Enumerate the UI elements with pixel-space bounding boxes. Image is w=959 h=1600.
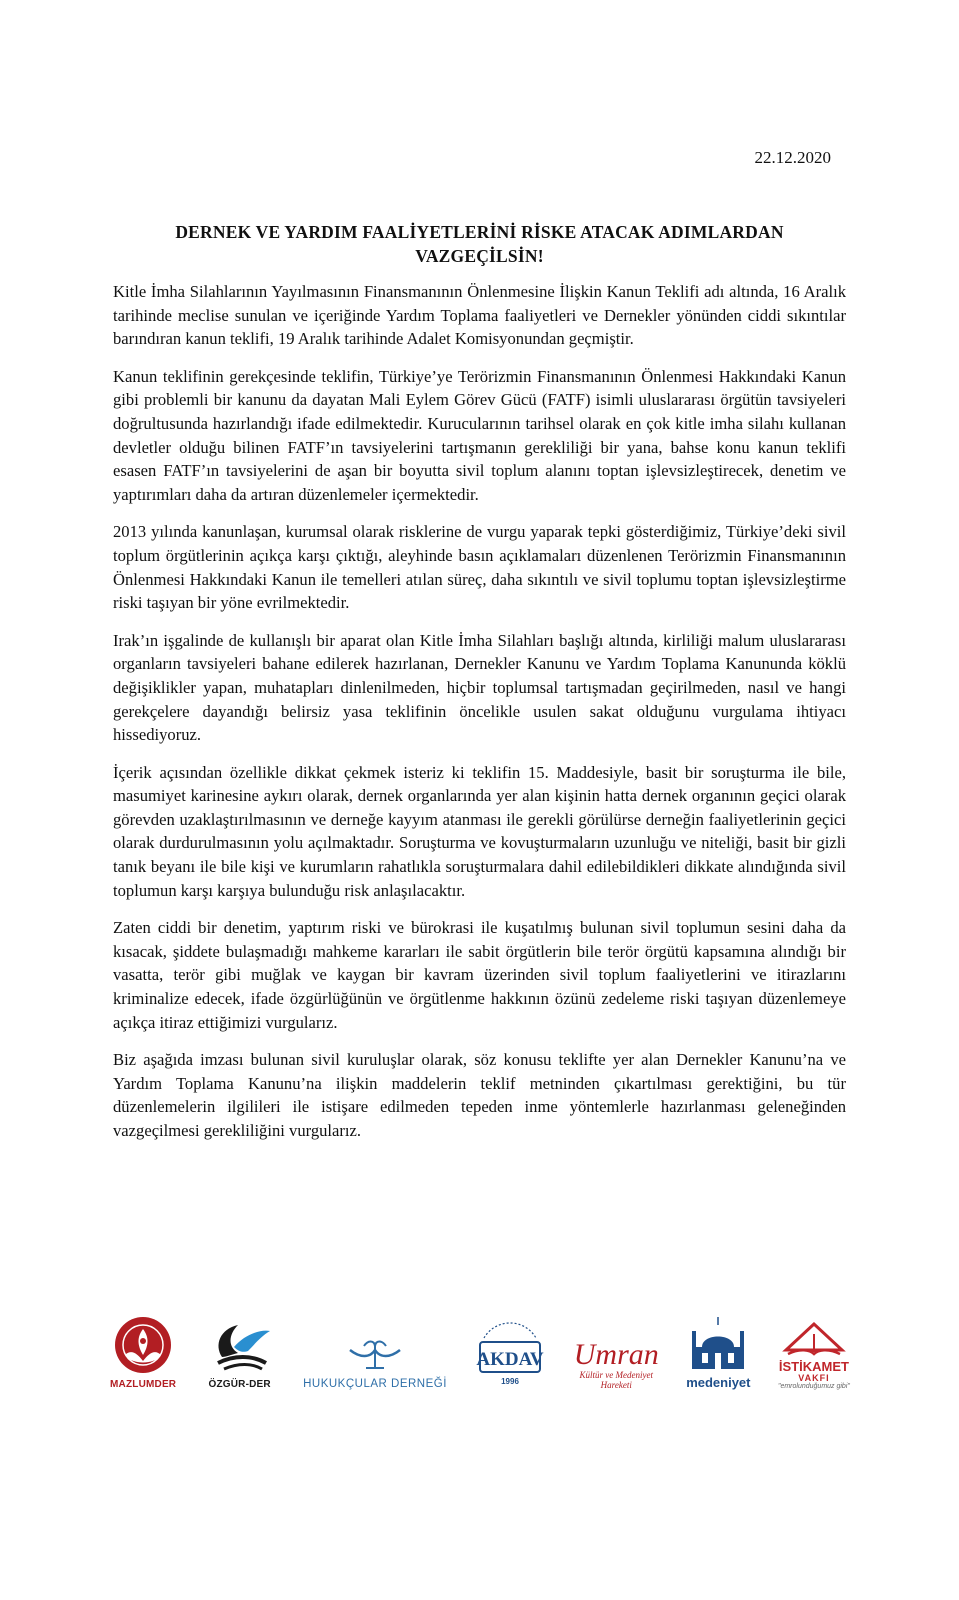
paragraph: Kitle İmha Silahlarının Yayılmasının Finansmanının Önlenmesine İlişkin Kanun Teklifi adı altında, 16 Aralık tarihinde meclise sunulan ve içeriğinde Yardım Toplama faaliyetleri ve Dernekler yönünden ciddi sıkıntılar barındıran kanun teklifi, 19 Aralık tarihinde Adalet Komisyonundan geçmiştir. (113, 282, 846, 349)
mazlumder-logo (110, 1300, 176, 1390)
paragraph: Biz aşağıda imzası bulunan sivil kuruluşlar olarak, söz konusu teklifte yer alan Dernekler Kanunu’na ve Yardım Toplama Kanunu’na ilişkin maddelerin teklif metninden çıkartılması gerektiğini, bu tür düzenlemelerin ilgilileri ile istişare edilmeden tepeden inme yöntemlerle hazırlanması geleneğinden vazgeçilmesi gerekliliğini vurgularız. (113, 1050, 846, 1140)
mazlumder-emblem-icon (111, 1315, 175, 1377)
scales-icon (330, 1336, 420, 1376)
umran-subtitle-1: Kültür ve Medeniyet (579, 1370, 653, 1380)
istikamet-logo (778, 1300, 850, 1390)
istikamet-slogan: "emrolunduğumuz gibi" (777, 1383, 850, 1390)
hukukcular-label: HUKUKÇULAR DERNEĞİ (303, 1378, 447, 1390)
paragraph: İçerik açısından özellikle dikkat çekmek isteriz ki teklifin 15. Maddesiyle, basit bir soruşturma ile bile, masumiyet karinesine aykırı olarak, dernek organlarında yer alan kişinin hatta dernek organının geçici olarak görevden uzaklaştırılmasının ve derneğe kayyım atanması ile gerekli görülürse derneğin faaliyetlerinin geçici olarak durdurulmasının yolu açılmaktadır. Soruşturma ve kovuşturmaların uzunluğu ve niteliği, basit bir gizli tanık beyanı ile bile kişi ve kurumların rahatlıkla soruşturmalara dahil edilebildikleri dikkate alındığında sivil toplumun karşı karşıya bulunduğu risk anlaşılacaktır. (113, 762, 846, 900)
umran-title: Umran (573, 1338, 659, 1371)
istikamet-label: İSTİKAMET (778, 1359, 849, 1374)
medeniyet-logo (686, 1300, 750, 1390)
umran-logo (574, 1300, 659, 1390)
date: 22.12.2020 (754, 148, 831, 167)
mazlumder-label: MAZLUMDER (110, 1379, 177, 1390)
paragraph: Zaten ciddi bir denetim, yaptırım riski ve bürokrasi ile kuşatılmış bulunan sivil toplumun sesini daha da kısacak, şiddete bulaşmadığı mahkeme kararları ile sabit örgütlerin bile terör örgütü kapsamına alındığı bir vasatta, terör gibi muğlak ve kaygan bir kavram üzerinden sivil toplum faaliyetlerini ve itirazlarını kriminalize edecek, ifade özgürlüğünün ve örgütlenme hakkının özünü zedeleme riski taşıyan düzenlemeye açıkça itiraz ettiğimizi vurgularız. (113, 918, 846, 1032)
istikamet-vakfi-label: VAKFI (798, 1373, 830, 1383)
akdav-emblem-icon (474, 1318, 546, 1390)
akdav-text: AKDAV (476, 1349, 544, 1370)
body-text (113, 280, 846, 1157)
page-title (113, 220, 846, 268)
title-line-1: DERNEK VE YARDIM FAALİYETLERİNİ RİSKE ATACAK ADIMLARDAN (175, 222, 784, 242)
akdav-logo (474, 1300, 546, 1390)
mosque-icon (688, 1317, 748, 1375)
ozgurder-label: ÖZGÜR-DER (208, 1379, 271, 1390)
umran-subtitle-2: Hareketi (600, 1380, 632, 1390)
paragraph: Kanun teklifinin gerekçesinde teklifin, Türkiye’ye Terörizmin Finansmanının Önlenmesi Hakkındaki Kanun gibi problemli bir kanunu da dayatan Mali Eylem Görev Gücü (FATF) isimli uluslararası örgütün tavsiyeleri doğrultusunda hazırlandığı ifade edilmektedir. Kurucularının tarihsel olarak en çok kitle imha silahı kullanan devletler olduğu bilinen FATF’ın tavsiyelerini tartışmanın gerekliliği bir yana, bahse konu kanun teklifi esasen FATF’ın tavsiyelerini de aşan bir boyutta sivil toplum alanını toptan işlevsizleştirecek, denetim ve yaptırımları daha da artıran düzenlemeler içermektedir. (113, 366, 846, 504)
medeniyet-label: medeniyet (686, 1375, 751, 1390)
hukukcular-logo (303, 1300, 447, 1390)
paragraph: 2013 yılında kanunlaşan, kurumsal olarak risklerine de vurgu yaparak tepki gösterdiğimiz, Türkiye’deki sivil toplum örgütlerinin açıkça karşı çıktığı, aleyhinde basın açıklamaları düzenlenen Terörizmin Finansmanının Önlenmesi Hakkındaki Kanun ile temelleri atılan süreç, daha sıkıntılı ve sivil toplumu toptan işlevsizleştirme riski taşıyan bir yöne evrilmektedir. (113, 522, 846, 613)
dove-icon (204, 1317, 276, 1377)
ozgurder-logo (204, 1300, 276, 1390)
signatory-logos (110, 1300, 850, 1390)
akdav-year: 1996 (501, 1377, 520, 1386)
book-icon (778, 1320, 850, 1360)
paragraph: Irak’ın işgalinde de kullanışlı bir aparat olan Kitle İmha Silahları başlığı altında, kirliliği malum uluslararası organların tavsiyeleri bahane edilerek hazırlanan, Dernekler Kanunu ve Yardım Toplama Kanununda köklü değişiklikler yapan, muhatapları dinlenilmeden, hiçbir toplumsal tartışmadan geçirilmeden, nasıl ve hangi gerekçelere dayandığı belirsiz yasa teklifinin öncelikle usulen sakat olduğunu vurgulama ihtiyacı hissediyoruz. (113, 630, 846, 745)
title-line-2: VAZGEÇİLSİN! (415, 246, 544, 266)
